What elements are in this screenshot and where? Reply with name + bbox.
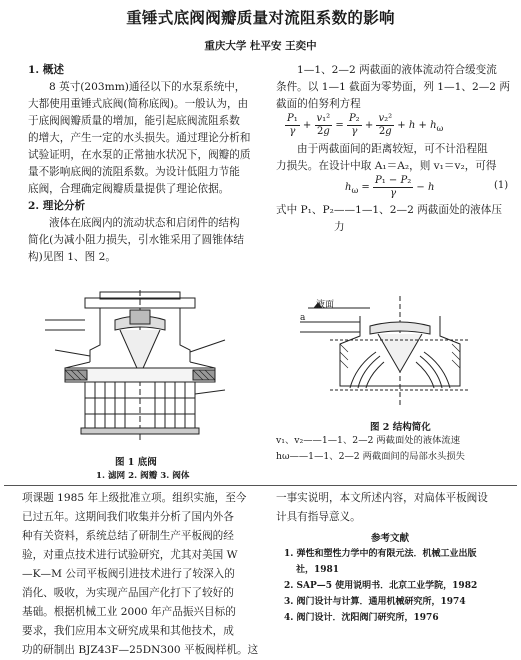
authors: 重庆大学 杜平安 王奕中 (204, 40, 317, 52)
equation-1: $h_\omega$ = $\frac{\text{P₁ − P₂}}{\gamma}$ − h (345, 175, 435, 199)
reference-item: 1. 弹性和塑性力学中的有限元法．机械工业出版 (284, 549, 477, 559)
paragraph-line: 底阀，合理确定阀瓣质量提供了理论依据。 (28, 183, 230, 195)
paragraph-line: 力损失。在设计中取 A₁＝A₂，则 v₁＝v₂，可得 (276, 160, 497, 172)
figure-1-legend: 1. 滤网 2. 阀瓣 3. 阀体 (96, 471, 190, 481)
references-heading: 参考文献 (371, 533, 410, 544)
paragraph-line: 大都使用重锤式底阀(简称底阀)。一般认为，由 (28, 98, 249, 110)
where-line: 式中 P₁、P₂——1—1、2—2 两截面处的液体压 (276, 204, 502, 216)
reference-item: 2. SAP—5 使用说明书．北京工业学院，1982 (284, 581, 478, 591)
figure-2-structure (300, 296, 480, 408)
reference-item: 3. 阀门设计与计算．通用机械研究所，1974 (284, 597, 466, 607)
paragraph-line: 简化(为减小阻力损失，引水锥采用了圆锥体结 (28, 234, 245, 246)
section-heading-overview: 1. 概述 (28, 64, 64, 76)
paragraph-line: 已过五年。这期间我们收集并分析了国内外各 (22, 511, 234, 523)
figure-2-caption: 图 2 结构简化 (370, 422, 431, 433)
paragraph-line: 种有关资料，系统总结了研制生产平板阀的经 (22, 530, 234, 542)
right-text-block-2 (276, 141, 516, 175)
bernoulli-equation: $\frac{\text{P₁}}{\gamma}$ + $\frac{\text{v₁²}}{2g}$ = $\frac{\text{P₂}}{\gamma}$ + $\frac{\text{v₂²}}{2g}$ + $h + h_\omega$ (287, 113, 444, 137)
paragraph-line: 1—1、2—2 两截面的液体流动符合缓变流 (297, 64, 497, 76)
figure-2-legend (276, 433, 465, 465)
paragraph-line: —K—M 公司平板阀引进技术进行了较深入的 (22, 568, 235, 580)
paragraph-line: 试验证明，在水泵的正常抽水状况下，阀瓣的质 (28, 149, 251, 161)
paragraph-line: 于底阀阀瓣质量的增加，能引起底阀流阻系数 (28, 115, 240, 127)
bottom-left-text (22, 489, 267, 660)
legend-line: hω——1—1、2—2 两截面间的局部水头损失 (276, 451, 465, 462)
paragraph-line: 液体在底阀内的流动状态和启闭件的结构 (49, 217, 240, 229)
paper-title: 重锤式底阀阀瓣质量对流阻系数的影响 (126, 8, 395, 27)
right-text-block-1 (276, 62, 516, 113)
paragraph-line: 8 英寸(203mm)通径以下的水泵系统中， (49, 81, 246, 93)
paragraph-line: 截面的伯努利方程 (276, 98, 361, 110)
paragraph-line: 功的研制出 BJZ43F—25DN300 平板阀样机。这 (22, 644, 259, 656)
paragraph-line: 的增大，产生一定的水头损失。通过理论分析和 (28, 132, 251, 144)
paragraph-line: 条件。以 1—1 截面为零势面，列 1—1、2—2 两 (276, 81, 511, 93)
paragraph-line: 验，对重点技术进行试验研究，尤其对美国 W (22, 549, 238, 561)
where-block (276, 202, 516, 236)
paragraph-line: 项课题 1985 年上级批准立项。组织实施，至今 (22, 492, 247, 504)
paragraph-line: 要求，我们应用本文研究成果和其他技术，成 (22, 625, 234, 637)
bottom-right-text (276, 489, 516, 527)
paragraph-line: 量不影响底阀的流阻系数。为设计低阻力节能 (28, 166, 240, 178)
reference-item: 社，1981 (296, 565, 340, 575)
legend-line: v₁、v₂——1—1、2—2 两截面处的液体流速 (276, 435, 461, 446)
where-line: 力 (334, 221, 345, 233)
paragraph-line: 消化、吸收，为实现产品国产化打下了较好的 (22, 587, 234, 599)
figure-2-label-water: 液面 (316, 300, 335, 310)
paragraph-line: 计具有指导意义。 (276, 511, 361, 523)
paragraph-line: 基础。根据机械工业 2000 年产品振兴目标的 (22, 606, 236, 618)
section-heading-theory: 2. 理论分析 (28, 200, 86, 212)
paragraph-line: 由于两截面间的距离较短，可不计沿程阻 (297, 143, 488, 155)
references-list (284, 546, 516, 626)
section-divider (4, 485, 517, 486)
figure-1-caption: 图 1 底阀 (115, 457, 157, 468)
reference-item: 4. 阀门设计．沈阳阀门研究所，1976 (284, 613, 439, 623)
figure-1-foot-valve (45, 290, 250, 440)
equation-number: (1) (494, 180, 509, 191)
paragraph-line: 构)见图 1、图 2。 (28, 251, 116, 263)
paragraph-line: 一事实说明，本文所述内容，对扁体平板阀设 (276, 492, 488, 504)
figure-2-label-a: a (300, 313, 306, 323)
left-text-block (28, 62, 264, 266)
